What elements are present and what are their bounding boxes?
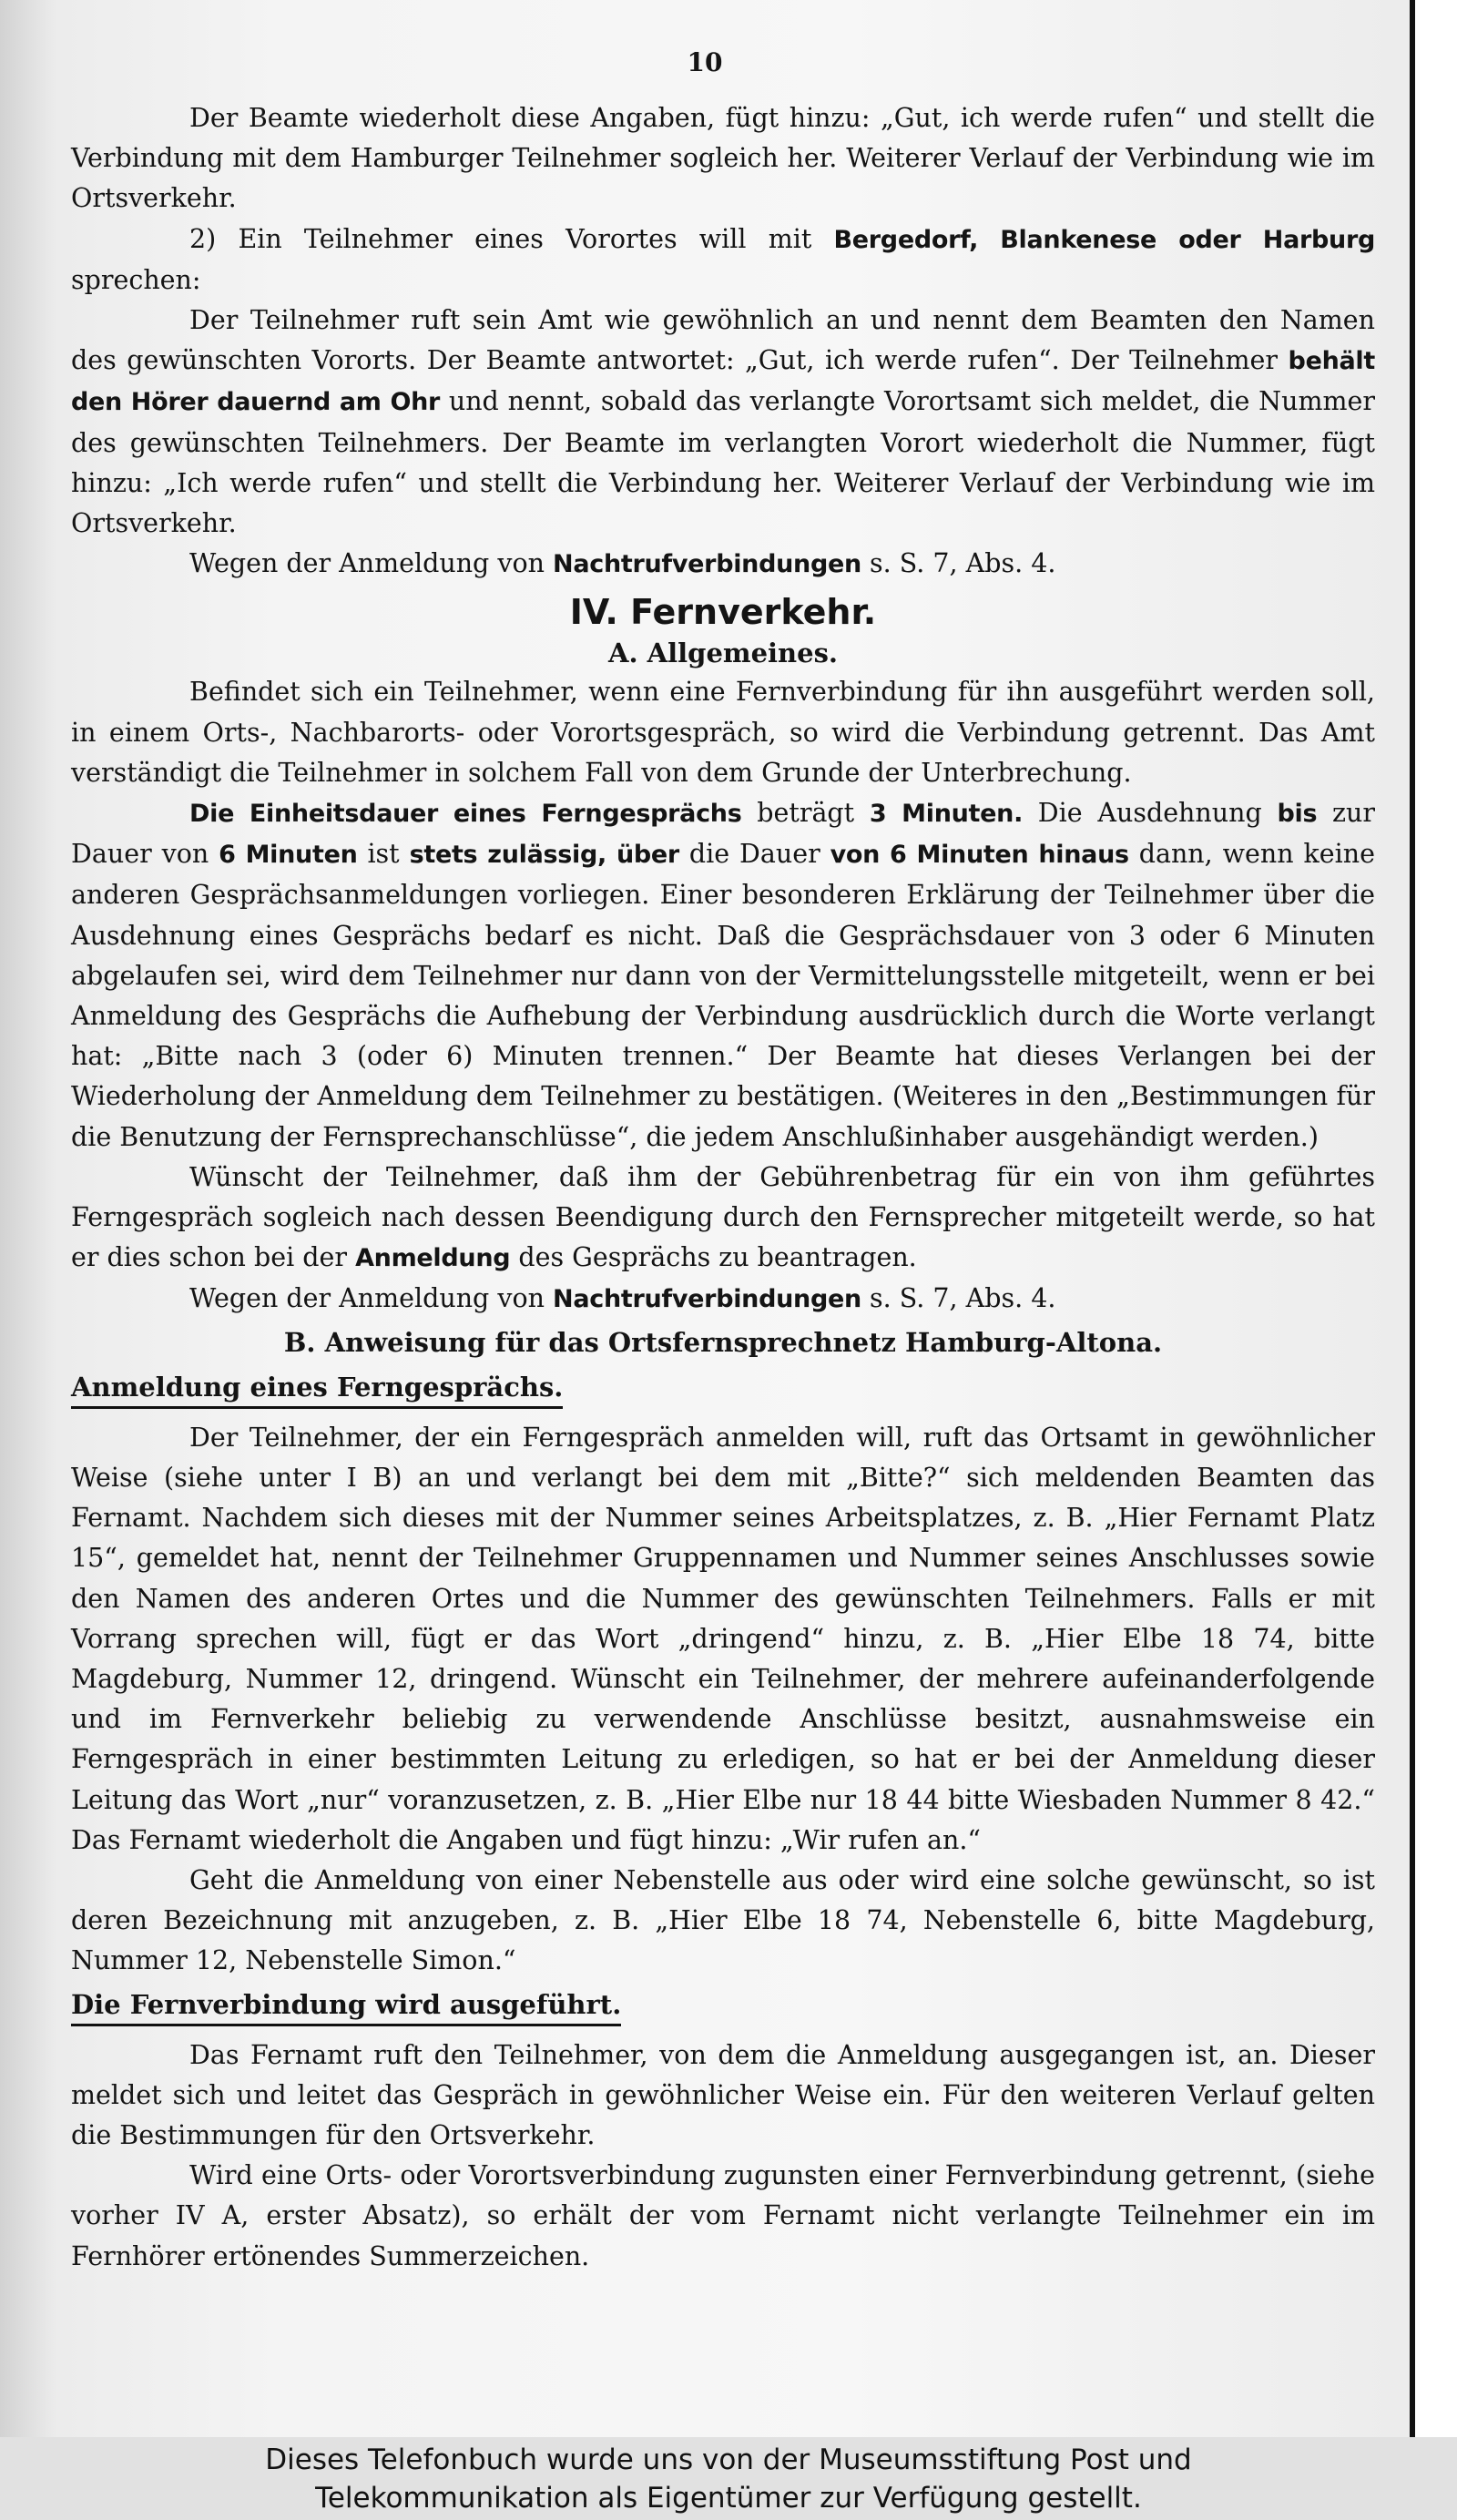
text-run: ist — [357, 839, 410, 870]
text-run: s. S. 7, Abs. 4. — [861, 548, 1056, 579]
page-body — [71, 98, 1375, 2277]
section-heading-fernverkehr: IV. Fernverkehr. — [569, 592, 877, 633]
heading-connection-executed: Die Fernverbindung wird ausgeführt. — [71, 1985, 621, 2026]
text-run: Die Ausdehnung — [1023, 798, 1278, 829]
text-run: Wegen der Anmeldung von — [189, 548, 554, 579]
text-run: dann, wenn keine anderen Gesprächsanmeldungen vorliegen. Einer besonderen Erklärung der Teilnehmer über die Ausdehnung eines Gesprächs bedarf es nicht. Daß die Gesprächsdauer von 3 oder 6 Minuten abgelaufen sei, wird dem Teilnehmer nur dann von der Vermittelungsstelle mitgeteilt, wenn er bei Anmeldung des Gesprächs die Aufhebung der Verbindung ausdrücklich durch die Worte verlangt hat: „Bitte nach 3 (oder 6) Minuten trennen.“ Der Beamte hat dieses Verlangen bei der Wiederholung der Anmeldung dem Teilnehmer zu bestätigen. (Weiteres in den „Bestimmungen für die Benutzung der Fernsprechanschlüsse“, die jedem Anschlußinhaber ausgehändigt werden.) — [71, 839, 1376, 1152]
paragraph-hamburg-connection: Der Beamte wiederholt diese Angaben, fügt hinzu: „Gut, ich werde rufen“ und stellt die Verbindung mit dem Hamburger Teilnehmer sogleich her. Weiterer Verlauf der Verbindung wie im Ortsverkehr. — [71, 103, 1375, 214]
emphasis-keep-receiver: behält den Hörer dauernd am Ohr — [71, 347, 1375, 417]
paragraph-suburb-procedure — [71, 301, 1375, 544]
footer-line-2: Telekommunikation als Eigentümer zur Verfügung gestellt. — [315, 2482, 1142, 2515]
paragraph-suburb-caller — [71, 219, 1375, 301]
paragraph-interruption: Befindet sich ein Teilnehmer, wenn eine Fernverbindung für ihn ausgeführt werden soll, in einem Orts-, Nachbarorts- oder Vorortsgespräch, so wird die Verbindung getrennt. Das Amt verständigt die Teilnehmer in solchem Fall von dem Grunde der Unterbrechung. — [71, 677, 1375, 788]
paragraph-buzzer-signal: Wird eine Orts- oder Vorortsverbindung zugunsten einer Fernverbindung getrennt, (siehe vorher IV A, erster Absatz), so erhält der vom Fernamt nicht verlangte Teilnehmer ein im Fernhörer ertönendes Summerzeichen. — [71, 2160, 1375, 2271]
page-number: 10 — [687, 47, 723, 77]
text-run: und nennt, sobald das verlangte Vorortsamt sich meldet, die Nummer des gewünschten Teilnehmers. Der Beamte im verlangten Vorort wiederholt die Nummer, fügt hinzu: „Ich werde rufen“ und stellt die Verbindung her. Weiterer Verlauf der Verbindung wie im Ortsverkehr. — [71, 386, 1376, 539]
text-run: Wünscht der Teilnehmer, daß ihm der Gebührenbetrag für ein von ihm geführtes Ferngespräch sogleich nach dessen Beendigung durch den Fernsprecher mitgeteilt werde, so hat er dies schon bei der — [71, 1161, 1375, 1273]
paragraph-extension: Geht die Anmeldung von einer Nebenstelle aus oder wird eine solche gewünscht, so ist deren Bezeichnung mit anzugeben, z. B. „Hier Elbe 18 74, Nebenstelle 6, bitte Magdeburg, Nummer 12, Nebenstelle Simon.“ — [71, 1864, 1375, 1976]
text-run: beträgt — [741, 798, 870, 829]
text-run: des Gesprächs zu beantragen. — [510, 1242, 917, 1273]
paragraph-night-calls-ref — [71, 544, 1375, 585]
text-run: s. S. 7, Abs. 4. — [861, 1283, 1056, 1314]
emphasis-anmeldung: Anmeldung — [355, 1244, 511, 1273]
page-edge-rule — [1410, 0, 1415, 2437]
subsection-heading-hamburg-altona: B. Anweisung für das Ortsfernsprechnetz Hamburg-Altona. — [283, 1326, 1163, 1358]
text-run: zur Dauer von — [71, 798, 1375, 870]
text-run: Wegen der Anmeldung von — [189, 1283, 554, 1314]
text-run: Der Teilnehmer ruft sein Amt wie gewöhnlich an und nennt dem Beamten den Namen des gewünschten Vororts. Der Beamte antwortet: „Gut, ich werde rufen“. Der Teilnehmer — [71, 305, 1375, 376]
paragraph-registration-procedure: Der Teilnehmer, der ein Ferngespräch anmelden will, ruft das Ortsamt in gewöhnlicher Weise (siehe unter I B) an und verlangt bei dem mit „Bitte?“ sich meldenden Beamten das Fernamt. Nachdem sich dieses mit der Nummer seines Arbeitsplatzes, z. B. „Hier Fernamt Platz 15“, gemeldet hat, nennt der Teilnehmer Gruppennamen und Nummer seines Anschlusses sowie den Namen des anderen Ortes und die Nummer des gewünschten Teilnehmers. Falls er mit Vorrang sprechen will, fügt er das Wort „dringend“ hinzu, z. B. „Hier Elbe 18 74, bitte Magdeburg, Nummer 12, dringend. Wünscht ein Teilnehmer, der mehrere aufeinanderfolgende und im Fernverkehr beliebig zu verwendende Anschlüsse besitzt, ausnahmsweise ein Ferngespräch in einer bestimmten Leitung zu erledigen, so hat er bei der Anmeldung dieser Leitung das Wort „nur“ voranzusetzen, z. B. „Hier Elbe nur 18 44 bitte Wiesbaden Nummer 8 42.“ Das Fernamt wiederholt die Angaben und fügt hinzu: „Wir rufen an.“ — [71, 1422, 1375, 1855]
text-run: 2) Ein Teilnehmer eines Vorortes will mit — [189, 223, 834, 254]
paragraph-night-calls-ref-2 — [71, 1279, 1375, 1320]
emphasis-beyond-6-minutes: von 6 Minuten hinaus — [830, 841, 1129, 870]
subsection-heading-allgemeines: A. Allgemeines. — [607, 638, 839, 669]
paragraph-call-duration — [71, 793, 1375, 1158]
text-run: die Dauer — [678, 839, 830, 870]
emphasis-always-allowed: stets zulässig, über — [409, 841, 679, 870]
emphasis-night-calls: Nachtrufverbindungen — [553, 1285, 861, 1314]
emphasis-unit-duration: Die Einheitsdauer eines Ferngesprächs — [189, 800, 742, 829]
emphasis-suburbs: Bergedorf, Blankenese oder Harburg — [833, 225, 1376, 254]
emphasis-3-minutes: 3 Minuten. — [869, 800, 1024, 829]
paragraph-fee-notice — [71, 1158, 1375, 1280]
emphasis-night-calls: Nachtrufverbindungen — [553, 550, 861, 579]
emphasis-bis: bis — [1277, 800, 1318, 829]
footer-line-1: Dieses Telefonbuch wurde uns von der Museumsstiftung Post und — [265, 2443, 1192, 2476]
emphasis-6-minutes: 6 Minuten — [219, 841, 358, 870]
text-run: sprechen: — [71, 264, 201, 295]
paragraph-callback: Das Fernamt ruft den Teilnehmer, von dem die Anmeldung ausgegangen ist, an. Dieser meldet sich und leitet das Gespräch in gewöhnlicher Weise ein. Für den weiteren Verlauf gelten die Bestimmungen für den Ortsverkehr. — [71, 2039, 1375, 2150]
footer-credit — [0, 2437, 1457, 2520]
heading-call-registration: Anmeldung eines Ferngesprächs. — [71, 1368, 563, 1409]
